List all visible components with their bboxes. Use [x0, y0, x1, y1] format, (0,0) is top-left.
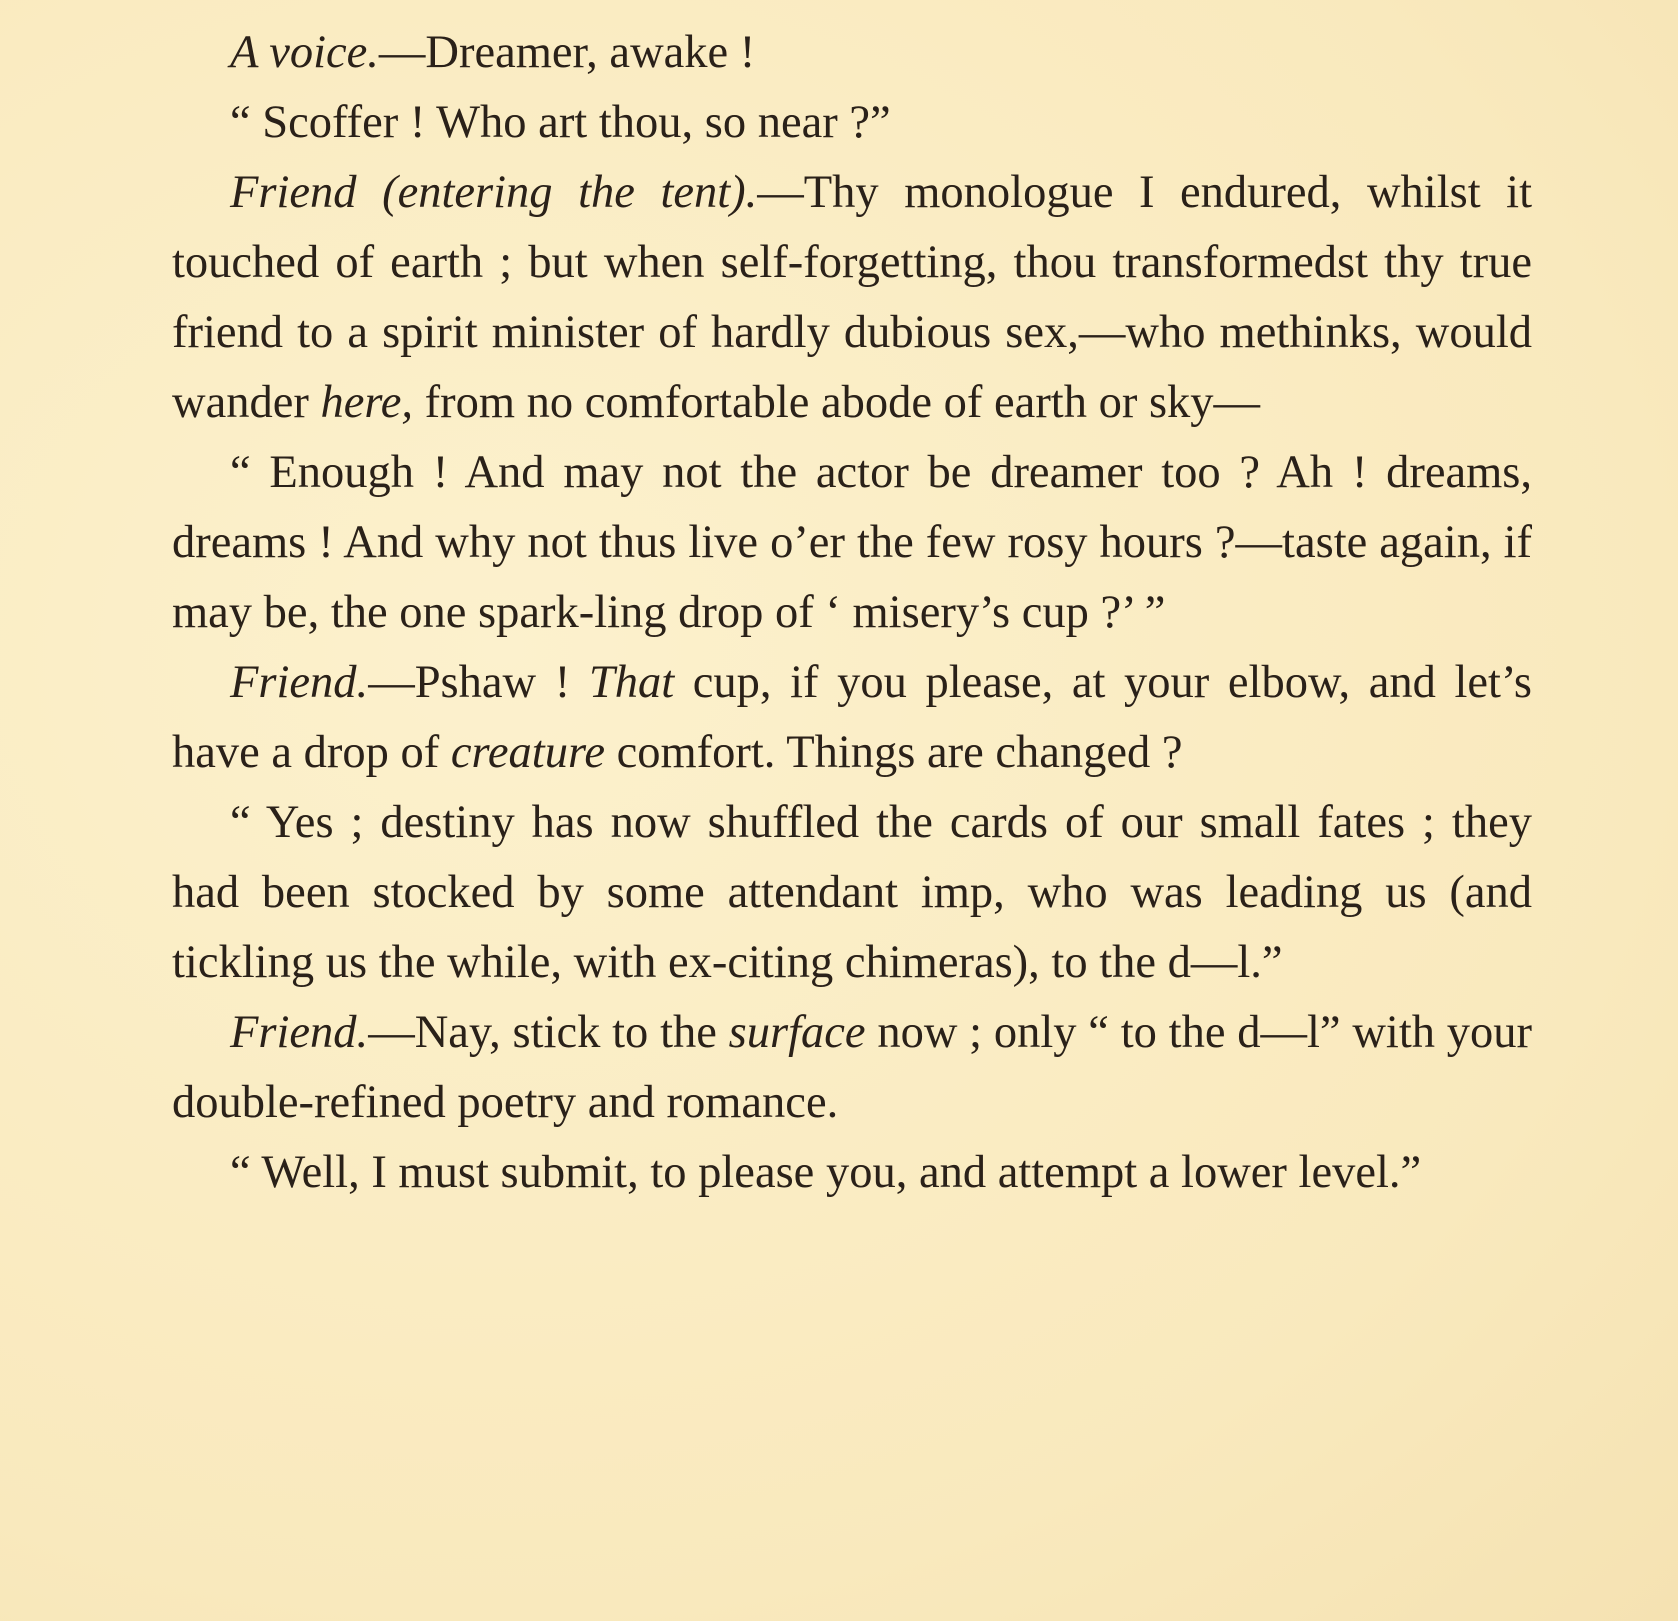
paragraph-text-continued: now ; only “ to the d—l” with your double-refined poetry and romance. [172, 1007, 1532, 1128]
paragraph-friend-entering [172, 158, 1532, 438]
paragraph-text-end: comfort. Things are changed ? [604, 727, 1183, 778]
paragraph-scoffer [172, 88, 1532, 158]
paragraph-text: “ Well, I must submit, to please you, and attempt a lower level.” [230, 1147, 1422, 1198]
speaker-label: A voice. [230, 27, 379, 78]
emphasis-text: That [588, 657, 675, 708]
emphasis-text-2: creature [450, 727, 605, 778]
paragraph-enough [172, 438, 1532, 648]
speaker-label: Friend [230, 167, 357, 218]
paragraph-yes-destiny [172, 788, 1532, 998]
paragraph-well [172, 1138, 1532, 1208]
speaker-label: Friend. [230, 1007, 369, 1058]
paragraph-friend-nay [172, 998, 1532, 1138]
paragraph-text: —Pshaw ! [368, 657, 589, 708]
paragraph-voice [172, 18, 1532, 88]
paragraph-text: —Thy monologue I endured, whilst it touched of earth ; but when self-forgetting, thou transformedst thy true friend to a spirit minister of hardly dubious sex,—who methinks, would wander [172, 167, 1533, 428]
paragraph-text: —Nay, stick to the [368, 1007, 729, 1058]
book-page [172, 18, 1532, 1208]
emphasis-text: here, [320, 377, 413, 428]
paragraph-text: —Dreamer, awake ! [378, 27, 756, 78]
paragraph-text: “ Enough ! And may not the actor be dreamer too ? Ah ! dreams, dreams ! And why not thus live o’er the few rosy hours ?—taste again, if may be, the one spark-ling drop of ‘ misery’s cup ?’ ” [172, 447, 1532, 638]
emphasis-text: surface [728, 1007, 866, 1058]
paragraph-text: “ Yes ; destiny has now shuffled the cards of our small fates ; they had been stocked by some attendant imp, who was leading us (and tickling us the while, with ex-citing chimeras), to the d—l.” [172, 797, 1532, 988]
speaker-label: Friend. [230, 657, 369, 708]
stage-direction: (entering the tent). [382, 167, 758, 218]
paragraph-text: “ Scoffer ! Who art thou, so near ?” [230, 97, 891, 148]
paragraph-friend-pshaw [172, 648, 1532, 788]
paragraph-text-continued: from no comfortable abode of earth or sky— [413, 377, 1261, 428]
paragraph-text-continued: cup, if you please, at your elbow, and let’s have a drop of [172, 657, 1532, 778]
